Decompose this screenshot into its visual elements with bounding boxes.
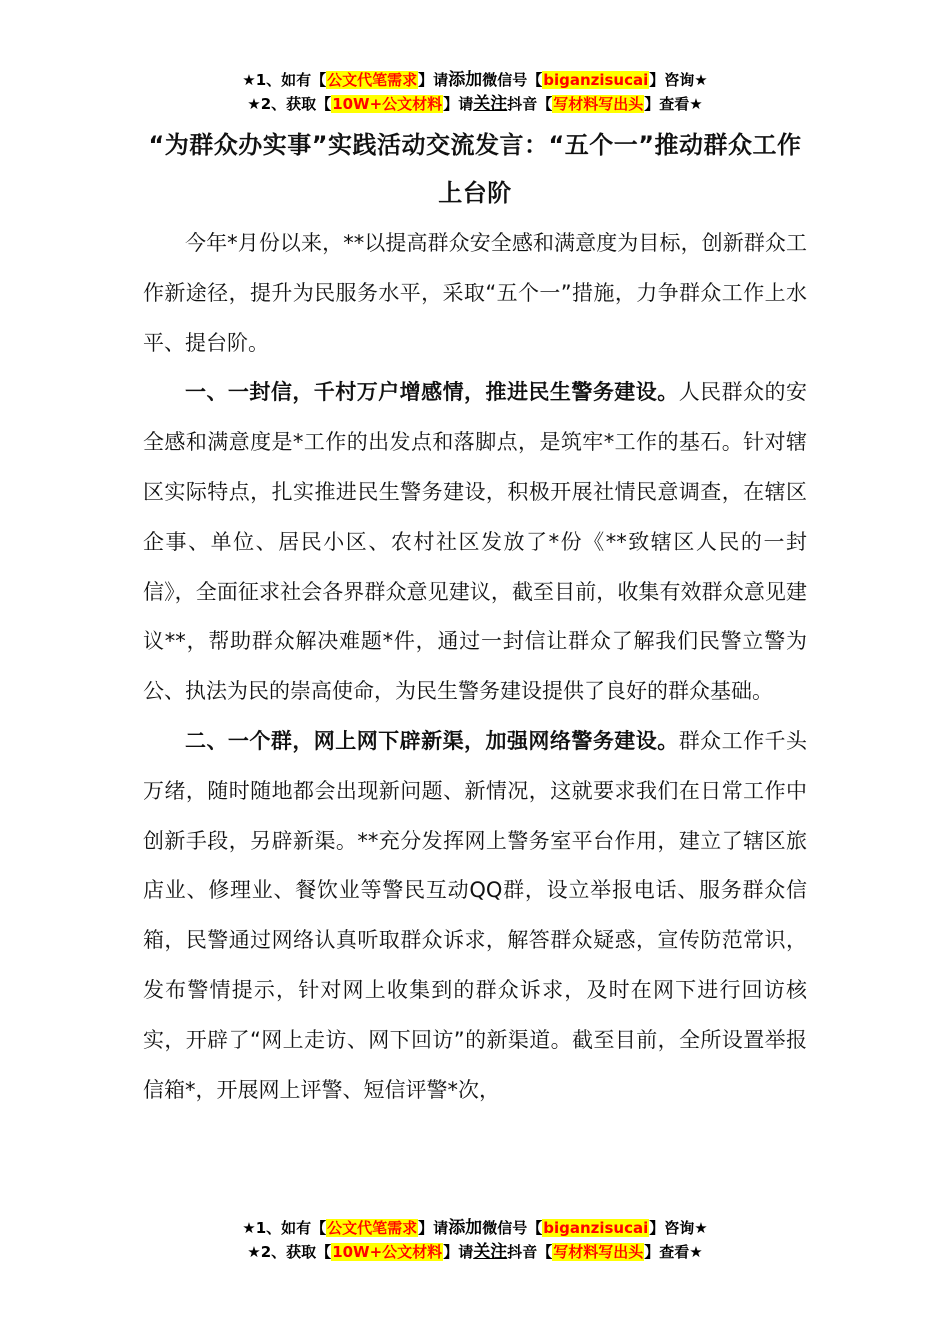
banner-line-1 — [0, 68, 950, 92]
banner-text: 】咨询★ — [649, 1219, 708, 1237]
banner-text: 微信号【 — [482, 71, 543, 89]
banner-emphasis: 添加 — [448, 1218, 483, 1238]
highlight-materials: 10W+公文材料 — [332, 95, 443, 113]
banner-text: 抖音【 — [507, 95, 553, 113]
banner-text: 】查看★ — [644, 1243, 703, 1261]
highlight-wechat-id: biganzisucai — [543, 71, 649, 89]
section-text: 人民群众的安全感和满意度是*工作的出发点和落脚点，是筑牢*工作的基石。针对辖区实际特点，扎实推进民生警务建设，积极开展社情民意调查，在辖区企事、单位、居民小区、农村社区发放了*份《**致辖区人民的一封信》，全面征求社会各界群众意见建议，截至目前，收集有效群众意见建议**，帮助群众解决难题*件，通过一封信让群众了解我们民警立警为公、执法为民的崇高使命，为民生警务建设提供了良好的群众基础。 — [143, 380, 808, 704]
banner-text: 】请 — [418, 1219, 449, 1237]
banner-text: 】请 — [443, 95, 474, 113]
banner-text: 】请 — [418, 71, 449, 89]
intro-paragraph: 今年*月份以来，**以提高群众安全感和满意度为目标，创新群众工作新途径，提升为民服务水平，采取“五个一”措施，力争群众工作上水平、提台阶。 — [143, 231, 807, 355]
highlight-service: 公文代笔需求 — [327, 1219, 418, 1237]
banner-text: 微信号【 — [482, 1219, 543, 1237]
highlight-douyin-account: 写材料写出头 — [553, 1243, 644, 1261]
banner-line-1 — [0, 1216, 950, 1240]
section-paragraph — [143, 368, 807, 717]
banner-text: ★2、获取【 — [247, 95, 332, 113]
banner-text: ★2、获取【 — [247, 1243, 332, 1261]
banner-emphasis: 关注 — [473, 94, 508, 114]
banner-text: ★1、如有【 — [242, 1219, 327, 1237]
banner-text: 】咨询★ — [649, 71, 708, 89]
document-title: “为群众办实事”实践活动交流发言：“五个一”推动群众工作上台阶 — [148, 131, 802, 207]
section-heading: 一、一封信，千村万户增感情，推进民生警务建设。 — [185, 380, 679, 405]
section-text: 群众工作千头万绪，随时随地都会出现新问题、新情况，这就要求我们在日常工作中创新手段，另辟新渠。**充分发挥网上警务室平台作用，建立了辖区旅店业、修理业、餐饮业等警民互动QQ群，设立举报电话、服务群众信箱，民警通过网络认真听取群众诉求，解答群众疑惑，宣传防范常识，发布警情提示，针对网上收集到的群众诉求，及时在网下进行回访核实，开辟了“网上走访、网下回访”的新渠道。截至目前，全所设置举报信箱*，开展网上评警、短信评警*次， — [143, 728, 808, 1102]
banner-line-2 — [0, 1240, 950, 1264]
document-body — [143, 219, 807, 1115]
banner-text: 抖音【 — [507, 1243, 553, 1261]
highlight-service: 公文代笔需求 — [327, 71, 418, 89]
banner-text: ★1、如有【 — [242, 71, 327, 89]
footer-banner — [0, 1216, 950, 1264]
banner-text: 】请 — [443, 1243, 474, 1261]
banner-emphasis: 添加 — [448, 70, 483, 90]
highlight-wechat-id: biganzisucai — [543, 1219, 649, 1237]
section-paragraph — [143, 717, 807, 1115]
banner-text: 】查看★ — [644, 95, 703, 113]
banner-line-2 — [0, 92, 950, 116]
banner-emphasis: 关注 — [473, 1242, 508, 1262]
highlight-douyin-account: 写材料写出头 — [553, 95, 644, 113]
section-heading: 二、一个群，网上网下辟新渠，加强网络警务建设。 — [185, 728, 679, 753]
header-banner — [0, 68, 950, 116]
highlight-materials: 10W+公文材料 — [332, 1243, 443, 1261]
